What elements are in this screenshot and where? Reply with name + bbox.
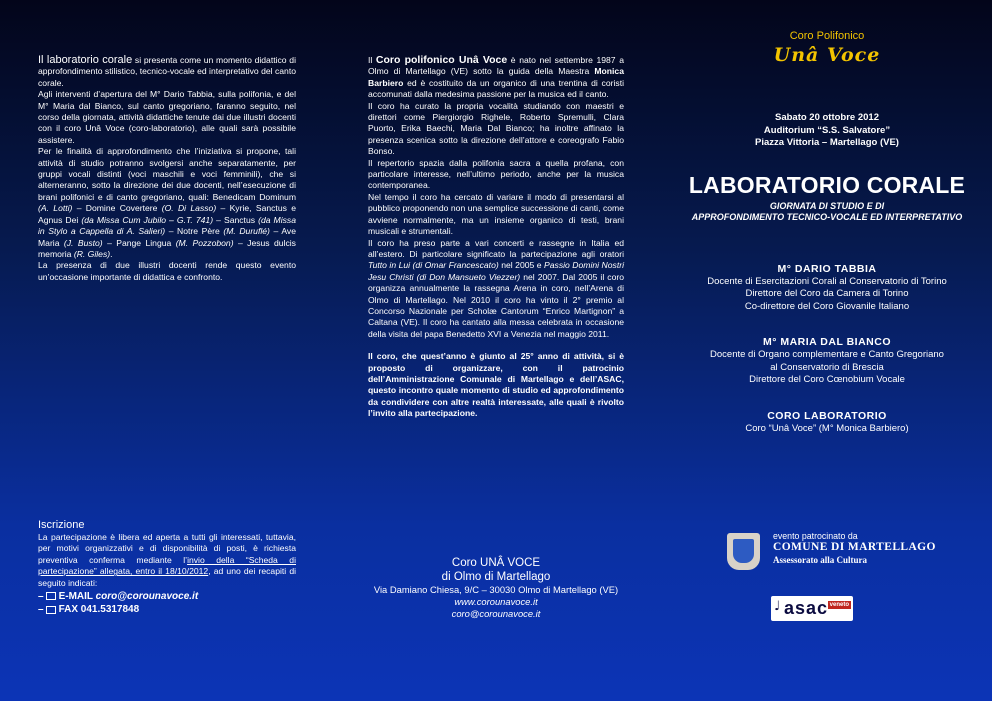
coro-contact-name: Coro UNÂ VOCE [451,557,541,569]
coro-website-link[interactable]: www.corounavoce.it [454,596,538,607]
closing-paragraph: La presenza di due illustri docenti rende questo evento un’occasione importante di didattica e confronto. [38,260,296,282]
asac-logo [771,596,853,621]
assessorato-name: Assessorato alla Cultura [773,555,867,565]
text-span: – Notre Père [165,226,224,237]
subtitle-2: APPROFONDIMENTO TECNICO-VOCALE ED INTERPRETATIVO [691,212,963,222]
iscrizione-title: Iscrizione [38,519,85,531]
teacher-role: al Conservatorio di Brescia [770,361,884,373]
envelope-icon [46,592,56,600]
fax-contact [38,604,296,615]
teacher-dal-bianco [668,335,986,387]
patronage-text [773,531,963,566]
text-span: (A. Lotti) [38,203,73,214]
text-span: (O. Di Lasso) [161,203,217,214]
teacher-role: Co-direttore del Coro Giovanile Italiano [744,300,910,312]
scheda-link[interactable]: invio della “Scheda di partecipazione” allegata, entro il 18/10/2012 [38,554,296,577]
music-note-icon: ♩ [774,599,781,614]
coro-presentation: Nel tempo il coro ha cercato di variare il modo di presentarsi al pubblico proponendo non una semplice successione di canti, come avviene normalmente, ma un insieme organico di testi, brani musicali e strumentali. [368,191,624,237]
iscrizione-section [38,519,296,616]
comune-name: COMUNE DI MARTELLAGO [773,541,936,553]
laboratorio-description [38,55,296,283]
coro-description [368,55,624,420]
text-span: (R. Giles) [73,248,111,259]
coro-label: Coro Polifonico [789,30,865,42]
coro-address: Via Damiano Chiesa, 9/C – 30030 Olmo di Martellago (VE) [373,584,619,595]
crest-shield [733,539,754,563]
teacher-name: M° DARIO TABBIA [777,262,877,275]
intro-text: Il laboratorio [38,54,103,66]
cover-panel [668,30,986,435]
intro-text-end: si presenta come un momento didattico di approfondimento stilistico, tecnico-vocale ed interpretativo del canto corale. [38,55,296,88]
text-span: – Sanctus [213,214,259,225]
coro-concerts [368,238,624,341]
text-span: nel 2007. Dal 2005 il coro organizza annualmente la rassegna Arena in coro, nell’Arena di Olmo di Martellago. Nel 2010 il coro ha vinto il 2° premio al Concorso Nazionale per Scholæ Cantorum “Enrico Martignon” a Caltana (VE). Il coro ha cantato alla messa celebrata in occasione della visita del papa Benedetto XVI a Venezia nel maggio 2011. [368,271,624,339]
text-span: Il coro ha preso parte a vari concerti e rassegne in Italia ed all’estero. Di particolare significato la partecipazione agli oratori [368,237,624,259]
text-span: – Domine Covertere [72,203,162,214]
email-contact[interactable] [38,591,296,602]
event-date: Sabato 20 ottobre 2012 [774,112,879,123]
email-label: E-MAIL [58,591,96,603]
text-span: ed è costituito da un organico di una trentina di coristi accomunati dalla medesima passione per la musica ed il canto. [368,77,624,100]
text-span: La partecipazione è libera ed aperta a tutti gli interessati, tuttavia, per motivi organizzativi e di disponibilità di posti, è richiesta preventiva conferma mediante l’ [38,532,296,565]
text-span: Per le finalità di approfondimento che l’iniziativa si propone, tali attività di studio potranno svolgersi anche separatamente, per gruppi vocali distinti (voci maschili e voci femminili), che si alterneranno, sotto la direzione dei due docenti, nell’esecuzione di brani polifonici e di canto gregoriano, quali: Benedicam Dominum [38,146,296,202]
main-title: LABORATORIO CORALE [688,171,966,198]
teacher-tabbia [668,262,986,314]
coro-vocal: Il coro ha curato la propria vocalità studiando con maestri e direttori come Piergiorgio Righele, Roberto Spremulli, Clara Puorto, Erika Baechi, Maria Dal Bianco; ha inoltre affinato la presenza scenica sotto la direzione dell’attore e coreografo Fabio Bonso. [368,100,624,157]
teacher-role: Direttore del Coro Cœnobium Vocale [749,374,905,385]
coro-name: Coro polifonico Unâ Voce [375,54,508,66]
coro-email-link[interactable]: coro@corounavoce.it [451,608,541,619]
text-span: . [110,248,113,259]
intro-paragraph [38,55,296,89]
text-span: (M. Duruflé) [223,226,270,237]
lab-coro-name: CORO LABORATORIO [767,409,887,422]
email-value[interactable]: coro@corounavoce.it [95,591,199,603]
coro-repertoire: Il repertorio spazia dalla polifonia sacra a quella profana, con particolare interesse, nell’ultimo periodo, anche per la musica contemporanea. [368,157,624,191]
teacher-role: Direttore del Coro da Camera di Torino [745,288,909,299]
comune-crest-icon [727,533,760,570]
patronage-label: evento patrocinato da [773,531,858,541]
fax-icon [46,606,56,614]
teacher-name: M° MARIA DAL BIANCO [762,336,892,348]
opening-paragraph: Agli interventi d’apertura del M° Dario Tabbia, sulla polifonia, e del M° Maria dal Bianco, sul canto gregoriano, faranno seguito, nel corso della giornata, attività didattiche tenute dai due illustri docenti con il coro Unâ Voce (coro-laboratorio), alle quali sarà possibile assistere. [38,89,296,145]
dash: – [38,604,44,616]
text-span: (da Missa Cum Jubilo – G.T. 741) [81,214,214,225]
fax-value: FAX 041.5317848 [58,604,140,616]
repertoire-paragraph [38,146,296,260]
text-span: (J. Busto) [63,237,103,248]
lab-coro-line: Coro “Unâ Voce” (M° Monica Barbiero) [745,422,909,434]
text-span: – Pange Lingua [102,237,176,248]
teacher-role: Docente di Organo complementare e Canto Gregoriano [710,349,944,360]
coro-invite: Il coro, che quest’anno è giunto al 25° anno di attività, si è proposto di organizzare, con il patrocinio dell’Amministrazione Comunale di Martellago e dell’ASAC, questo incontro quale momento di studio ed approfondimento da condividere con altre realtà interessate, alle quali è rivolto l’invito alla partecipazione. [368,351,624,419]
text-span: nel 2005 e [498,260,545,271]
text-span: Il [368,55,376,65]
teacher-role: Docente di Esercitazioni Corali al Conservatorio di Torino [707,275,947,287]
director-name: Monica Barbiero [368,66,624,88]
asac-veneto-badge: veneto [829,602,849,608]
coro-contact-place: di Olmo di Martellago [441,571,551,583]
text-span: (M. Pozzobon) [175,237,234,248]
text-span: (da Missa in Stylo a Cappella di A. Salieri) [38,214,296,237]
event-info [668,112,986,150]
text-span: Tutto in Lui (di Omar Francescato) [368,260,499,271]
text-span: , ad uno dei recapiti di seguito indicati: [38,566,297,588]
text-span: è nato nel settembre 1987 a Olmo di Martellago (VE) sotto la guida della Maestra [368,55,624,77]
coro-logo-script: Unâ Voce [773,44,881,66]
coro-laboratorio [668,409,986,436]
coro-contacts [362,556,630,620]
text-span: – Jesus dulcis memoria [38,237,296,259]
text-span: Passio Domini Nostri Jesu Christi (di Don Mansueto Viezzer) [368,260,624,282]
subtitle-1: GIORNATA DI STUDIO E DI [769,200,885,211]
intro-bold: corale [102,54,133,66]
event-address: Piazza Vittoria – Martellago (VE) [755,137,899,148]
event-venue: Auditorium “S.S. Salvatore” [763,124,891,136]
iscrizione-text [38,532,296,589]
coro-intro [368,55,624,101]
asac-logo-text: asac [784,598,829,618]
dash: – [38,591,44,603]
text-span: – Ave Maria [38,226,296,248]
text-span: – Kyrie, Sanctus e Agnus Dei [38,203,296,225]
